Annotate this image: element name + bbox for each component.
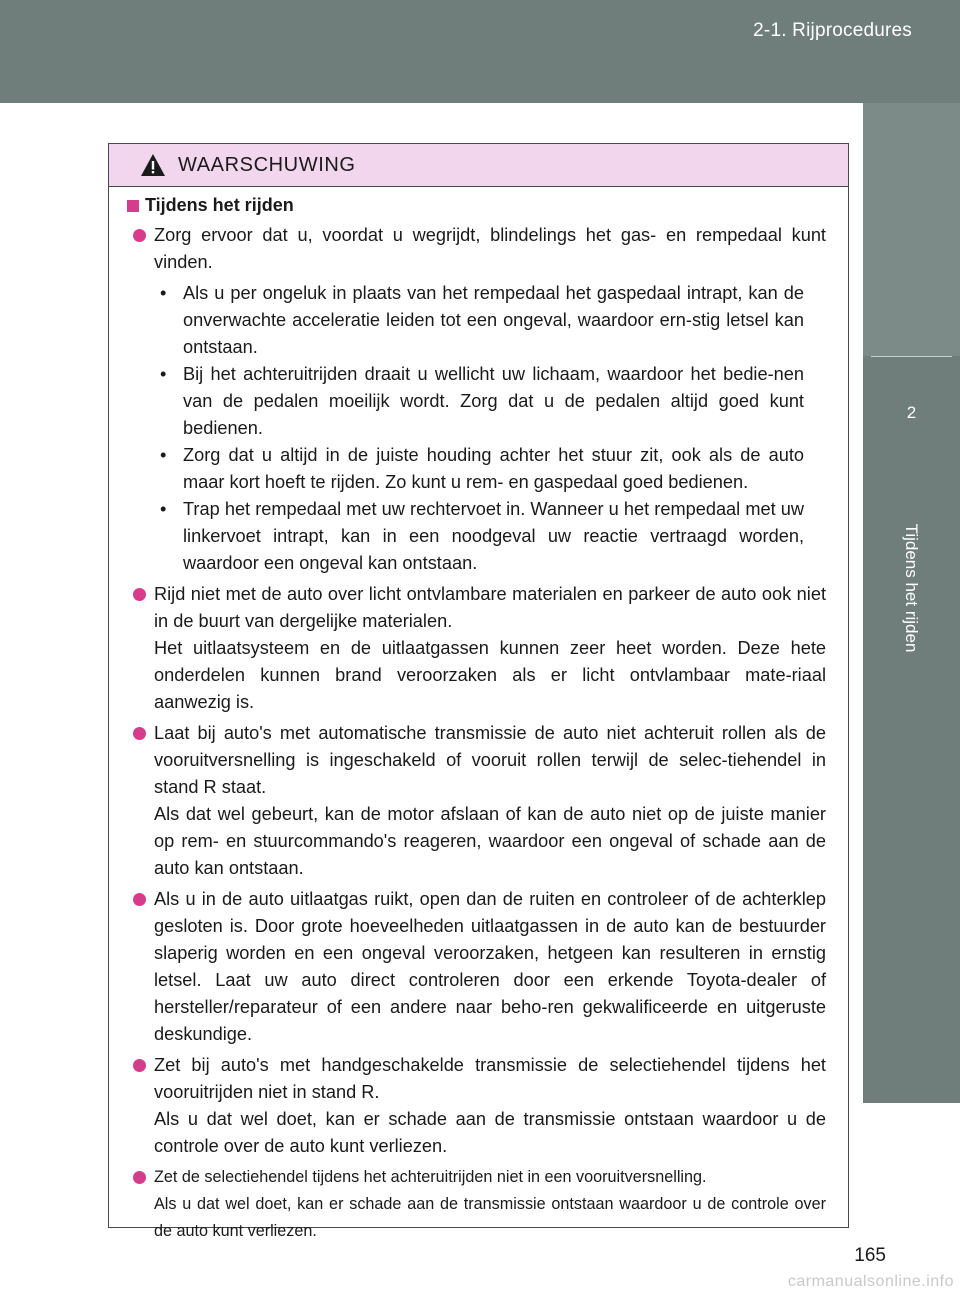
warning-bullet xyxy=(127,1052,826,1160)
small-dot-icon: • xyxy=(160,499,167,519)
warning-bullet xyxy=(127,222,826,577)
chapter-side-tab xyxy=(863,103,960,1103)
warning-triangle-icon xyxy=(140,153,166,177)
sub-bullet-text: Trap het rempedaal met uw rechtervoet in. Wanneer u het rempedaal met uw linkervoet intrapt, kan in een noodgeval uw reactie vertraagd worden, waardoor een ongeval kan ontstaan. xyxy=(183,499,804,573)
bullet-paragraph: Rijd niet met de auto over licht ontvlambare materialen en parkeer de auto ook niet in de buurt van dergelijke materialen. xyxy=(154,584,826,631)
warning-bullet xyxy=(127,1164,826,1245)
round-bullet-icon xyxy=(133,588,146,601)
small-dot-icon: • xyxy=(160,364,167,384)
chapter-number: 2 xyxy=(906,403,917,422)
bullet-paragraph: Het uitlaatsysteem en de uitlaatgassen kunnen zeer heet worden. Deze hete onderdelen kunnen brand veroorzaken als er licht ontvlambaar mate-riaal aanwezig is. xyxy=(154,638,826,712)
warning-bullet xyxy=(127,720,826,882)
warning-bullet xyxy=(127,886,826,1048)
bullet-paragraph: Als u dat wel doet, kan er schade aan de transmissie ontstaan waardoor u de controle over de auto kunt verliezen. xyxy=(154,1195,826,1240)
bullet-paragraph: Zorg ervoor dat u, voordat u wegrijdt, blindelings het gas- en rempedaal kunt vinden. xyxy=(154,225,826,272)
round-bullet-icon xyxy=(133,1059,146,1072)
bullet-paragraph: Laat bij auto's met automatische transmissie de auto niet achteruit rollen als de vooruitversnelling is ingeschakeld of vooruit rollen terwijl de selec-tiehendel in stand R staat. xyxy=(154,723,826,797)
round-bullet-icon xyxy=(133,727,146,740)
side-tab-top xyxy=(863,103,960,356)
bullet-paragraph: Als u dat wel doet, kan er schade aan de transmissie ontstaan waardoor u de controle over de auto kunt verliezen. xyxy=(154,1109,826,1156)
small-dot-icon: • xyxy=(160,283,167,303)
warning-header xyxy=(109,144,848,187)
round-bullet-icon xyxy=(133,229,146,242)
round-bullet-icon xyxy=(133,1171,146,1184)
side-tab-divider xyxy=(871,356,952,357)
warning-title: WAARSCHUWING xyxy=(178,153,356,176)
sub-bullet-text: Als u per ongeluk in plaats van het rempedaal het gaspedaal intrapt, kan de onverwachte acceleratie leiden tot een ongeval, waardoor ern-stig letsel kan ontstaan. xyxy=(183,283,804,357)
bullet-paragraph: Zet bij auto's met handgeschakelde transmissie de selectiehendel tijdens het vooruitrijden niet in stand R. xyxy=(154,1055,826,1102)
bullet-paragraph: Zet de selectiehendel tijdens het achteruitrijden niet in een vooruitversnelling. xyxy=(154,1168,707,1186)
round-bullet-icon xyxy=(133,893,146,906)
warning-box xyxy=(108,143,849,1240)
small-dot-icon: • xyxy=(160,445,167,465)
bullet-paragraph: Als dat wel gebeurt, kan de motor afslaan of kan de auto niet op de juiste manier op rem- en stuurcommando's reageren, waardoor een ongeval of schade aan de auto kan ontstaan. xyxy=(154,804,826,878)
sub-bullet-text: Zorg dat u altijd in de juiste houding achter het stuur zit, ook als de auto maar kort hoeft te rijden. Zo kunt u rem- en gaspedaal goed bedienen. xyxy=(183,445,804,492)
sub-bullet-item xyxy=(154,496,804,577)
square-bullet-icon xyxy=(127,200,139,212)
sub-bullet-text: Bij het achteruitrijden draait u wellicht uw lichaam, waardoor het bedie-nen van de pedalen moeilijk wordt. Zorg dat u de pedalen altijd goed kunt bedienen. xyxy=(183,364,804,438)
page-number: 165 xyxy=(854,1245,886,1266)
warning-bullet-list xyxy=(127,222,826,1245)
sub-bullet-item xyxy=(154,361,804,442)
warning-subheading xyxy=(127,195,826,216)
subheading-text: Tijdens het rijden xyxy=(145,195,294,215)
sub-bullet-item xyxy=(154,442,804,496)
sub-bullet-list xyxy=(154,280,826,577)
warning-body xyxy=(109,187,848,1245)
section-title: 2-1. Rijprocedures xyxy=(753,20,912,41)
bullet-paragraph: Als u in de auto uitlaatgas ruikt, open dan de ruiten en controleer of de achterklep gesloten is. Door grote hoeveelheden uitlaatgassen in de auto kan de bestuurder slaperig worden en een ongeval veroorzaken, hetgeen kan resulteren in ernstig letsel. Laat uw auto direct controleren door een erkende Toyota-dealer of hersteller/reparateur of een andere naar beho-ren gekwalificeerde en uitgeruste deskundige. xyxy=(154,889,826,1044)
sub-bullet-item xyxy=(154,280,804,361)
chapter-name: Tijdens het rijden xyxy=(902,523,921,653)
header-bar xyxy=(0,0,960,103)
warning-bullet xyxy=(127,581,826,716)
watermark: carmanualsonline.info xyxy=(787,1273,954,1290)
